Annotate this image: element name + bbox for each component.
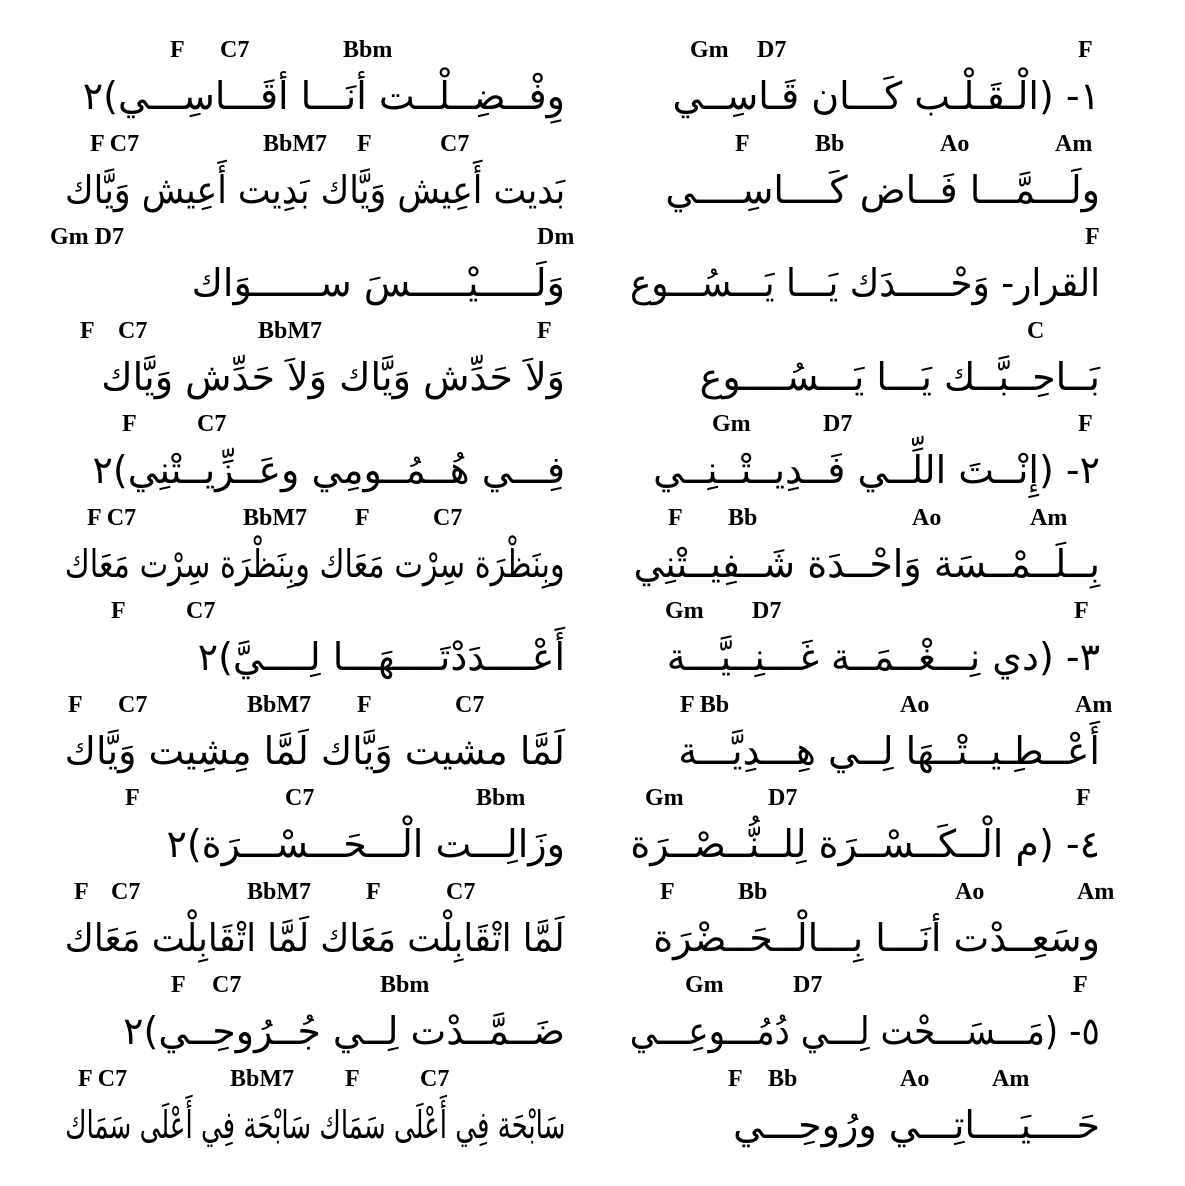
- left-chord-9-3: F: [366, 878, 381, 905]
- left-lyric-line-11: سَابْحَة فِي أَعْلَى سَمَاك سَابْحَة فِي أَعْلَى سَمَاك: [64, 1102, 565, 1147]
- left-chord-2-1: Dm: [537, 224, 575, 250]
- left-lyric-line-6: أَعْــــدَدْتَــــهَـــا لِــــيَّ)٢: [197, 635, 565, 679]
- left-lyric-line-10: ضَــمَّــدْت لِــي جُــرُوحِــي)٢: [123, 1009, 565, 1053]
- right-chord-10-1: D7: [793, 972, 823, 998]
- left-chord-9-4: C7: [446, 878, 476, 905]
- right-chord-0-1: D7: [757, 37, 787, 63]
- right-chord-10-0: Gm: [685, 972, 724, 998]
- left-chord-11-2: F: [345, 1065, 360, 1092]
- right-lyric-line-11: حَــــيَــــاتِـــي ورُوحِـــي: [733, 1102, 1100, 1147]
- right-chord-6-1: D7: [752, 598, 782, 624]
- left-chord-11-1: BbM7: [230, 1065, 295, 1092]
- left-chord-5-2: F: [355, 504, 370, 531]
- left-chord-6-0: F: [111, 598, 126, 624]
- right-chord-0-0: Gm: [690, 37, 729, 63]
- right-chord-6-0: Gm: [665, 598, 704, 624]
- left-chord-11-0: F C7: [78, 1065, 128, 1092]
- left-chord-1-0: F C7: [90, 130, 140, 157]
- left-lyric-line-7: لَمَّا مشيت وَيَّاك لَمَّا مِشِيت وَيَّاك: [64, 728, 565, 773]
- right-chord-1-1: Bb: [815, 130, 845, 157]
- right-chord-3-0: C: [1027, 317, 1045, 344]
- right-chord-5-1: Bb: [728, 504, 758, 531]
- left-chord-4-1: C7: [197, 411, 227, 437]
- right-lyric-line-5: بِــلَــمْــسَة وَاحْــدَة شَــفِيــتْنِي: [633, 541, 1100, 586]
- left-chord-8-0: F: [125, 785, 140, 811]
- right-chord-7-0: F Bb: [680, 691, 730, 718]
- right-lyric-line-7: أَعْــطِـيــتْــهَا لِــي هِـــدِيَّـــة: [678, 728, 1100, 773]
- left-chord-5-3: C7: [433, 504, 463, 531]
- right-chord-11-1: Bb: [768, 1065, 798, 1092]
- left-chord-0-1: C7: [220, 37, 250, 63]
- left-lyric-line-0: وِفْــضِــلْــت أنَـــا أقَـــاسِـــي)٢: [82, 74, 565, 118]
- left-chord-9-0: F: [74, 878, 89, 905]
- right-chord-9-2: Ao: [955, 878, 985, 905]
- right-chord-11-3: Am: [992, 1065, 1030, 1092]
- right-lyric-line-3: بَــاحِــبَّــك يَـــا يَـــسُــــوع: [699, 354, 1100, 399]
- left-chord-6-1: C7: [186, 598, 216, 624]
- right-chord-5-2: Ao: [912, 504, 942, 531]
- right-chord-11-2: Ao: [900, 1065, 930, 1092]
- left-chord-8-2: Bbm: [476, 785, 526, 811]
- left-chord-10-0: F: [171, 972, 186, 998]
- left-chord-5-0: F C7: [87, 504, 137, 531]
- right-chord-1-2: Ao: [940, 130, 970, 157]
- left-chord-7-3: F: [357, 691, 372, 718]
- right-chord-8-1: D7: [768, 785, 798, 811]
- left-chord-7-4: C7: [455, 691, 485, 718]
- right-chord-9-1: Bb: [738, 878, 768, 905]
- right-lyric-line-2: القرار- وَحْـــــدَك يَـــا يَـــسُـــوع: [629, 261, 1100, 305]
- right-chord-2-0: F: [1085, 224, 1100, 250]
- left-chord-0-0: F: [170, 37, 185, 63]
- right-lyric-line-9: وسَعِــدْت أنَـــا بِـــالْــحَــضْرَة: [653, 915, 1100, 960]
- left-chord-3-1: C7: [118, 317, 148, 344]
- left-chord-1-1: BbM7: [263, 130, 328, 157]
- right-chord-10-2: F: [1073, 972, 1088, 998]
- left-chord-10-2: Bbm: [380, 972, 430, 998]
- left-lyric-line-4: فِـــي هُــمُــومِي وعَــزِّيــتْنِي)٢: [92, 448, 565, 492]
- right-chord-6-2: F: [1074, 598, 1089, 624]
- right-chord-4-0: Gm: [712, 411, 751, 437]
- right-chord-7-2: Am: [1075, 691, 1113, 718]
- left-lyric-line-9: لَمَّا اتْقَابِلْت مَعَاك لَمَّا اتْقَابِلْت مَعَاك: [65, 915, 565, 960]
- right-chord-7-1: Ao: [900, 691, 930, 718]
- left-chord-10-1: C7: [212, 972, 242, 998]
- left-lyric-line-5: وبِنَظْرَة سِرْت مَعَاك وبِنَظْرَة سِرْت مَعَاك: [65, 541, 565, 586]
- left-chord-1-3: C7: [440, 130, 470, 157]
- right-lyric-line-0: ١- (الْـقَـلْـب كَـــان قَـاسِــي: [672, 74, 1100, 118]
- left-chord-3-0: F: [80, 317, 95, 344]
- left-chord-3-3: F: [537, 317, 552, 344]
- left-chord-7-1: C7: [118, 691, 148, 718]
- left-lyric-line-1: بَديت أَعِيش وَيَّاك بَدِيت أَعِيش وَيَّاك: [64, 167, 565, 212]
- left-lyric-line-8: وزَالِـــت الْـــحَـــسْـــرَة)٢: [166, 822, 565, 866]
- left-chord-4-0: F: [122, 411, 137, 437]
- left-chord-8-1: C7: [285, 785, 315, 811]
- right-lyric-line-10: ٥- (مَـــسَـــحْت لِـــي دُمُـــوعِـــي: [630, 1009, 1100, 1053]
- left-lyric-line-2: وَلَـــــيْـــــسَ ســــــوَاك: [191, 261, 565, 305]
- left-chord-7-2: BbM7: [247, 691, 312, 718]
- right-lyric-line-1: ولَـــمَّـــا فَــاض كَــــاسِــــي: [665, 167, 1100, 212]
- right-chord-4-1: D7: [823, 411, 853, 437]
- right-chord-0-2: F: [1078, 37, 1093, 63]
- right-chord-4-2: F: [1078, 411, 1093, 437]
- left-chord-7-0: F: [68, 691, 83, 718]
- right-chord-11-0: F: [728, 1065, 743, 1092]
- left-chord-1-2: F: [357, 130, 372, 157]
- left-chord-0-2: Bbm: [343, 37, 393, 63]
- right-chord-9-0: F: [660, 878, 675, 905]
- right-chord-8-2: F: [1076, 785, 1091, 811]
- right-chord-1-3: Am: [1055, 130, 1093, 157]
- left-lyric-line-3: وَلاَ حَدِّش وَيَّاك وَلاَ حَدِّش وَيَّاك: [101, 354, 565, 399]
- left-chord-9-1: C7: [111, 878, 141, 905]
- right-chord-5-0: F: [668, 504, 683, 531]
- left-chord-9-2: BbM7: [247, 878, 312, 905]
- left-chord-5-1: BbM7: [243, 504, 308, 531]
- right-chord-5-3: Am: [1030, 504, 1068, 531]
- right-chord-8-0: Gm: [645, 785, 684, 811]
- left-chord-3-2: BbM7: [258, 317, 323, 344]
- right-lyric-line-6: ٣- (دي نِـــغْــمَــة غَـــنِــيَّـــة: [666, 635, 1100, 679]
- right-lyric-line-8: ٤- (م الْــكَــسْــرَة لِلــنُّــصْــرَة: [630, 822, 1100, 866]
- right-chord-9-3: Am: [1077, 878, 1115, 905]
- right-lyric-line-4: ٢- (إِنْــتَ اللِّــي فَــدِيــتْــنِــي: [653, 448, 1100, 492]
- right-chord-1-0: F: [735, 130, 750, 157]
- left-chord-11-3: C7: [420, 1065, 450, 1092]
- left-chord-2-0: Gm D7: [50, 224, 124, 250]
